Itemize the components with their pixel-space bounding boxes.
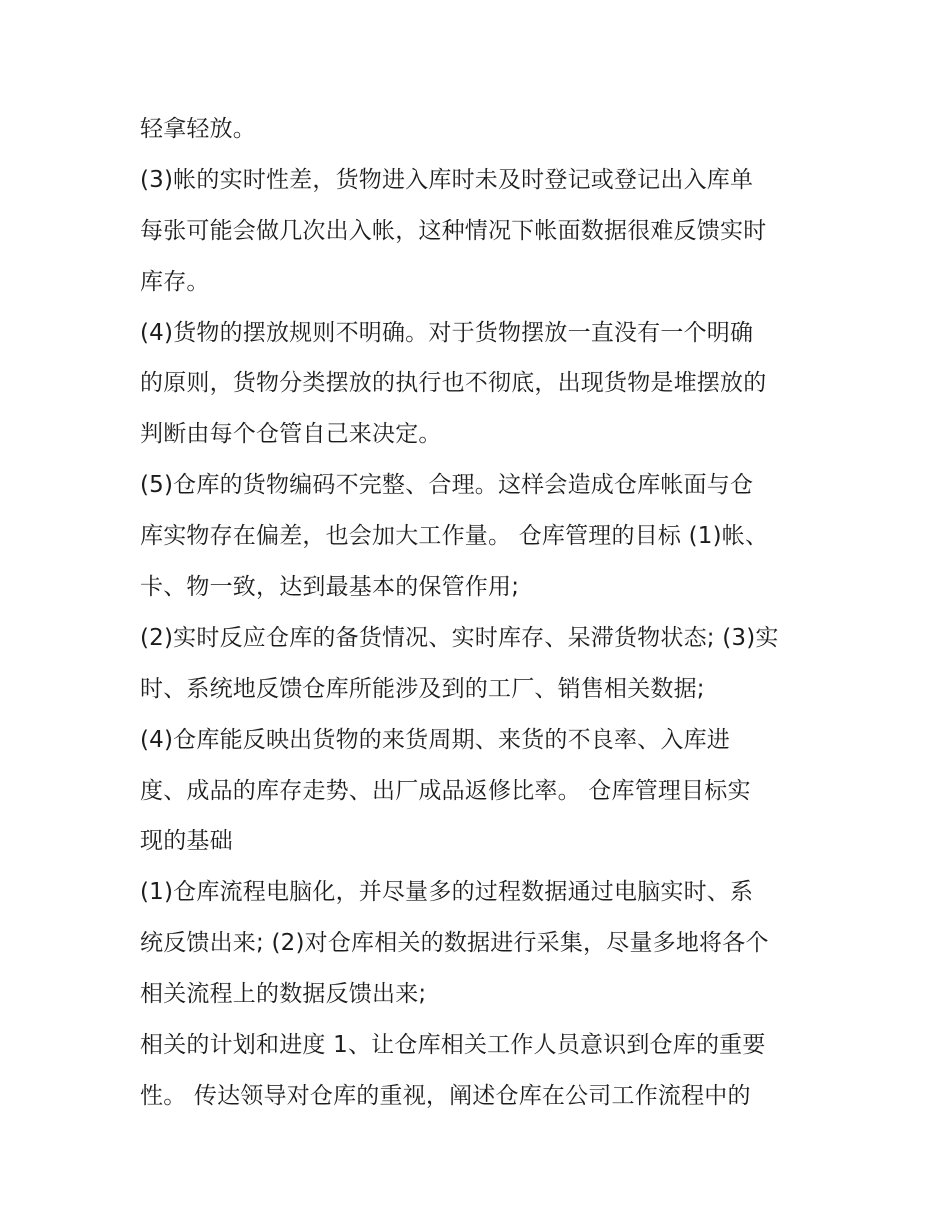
text-line: 性。 传达领导对仓库的重视，阐述仓库在公司工作流程中的 [140, 1082, 751, 1109]
text-line: 统反馈出来; (2)对仓库相关的数据进行采集，尽量多地将各个 [140, 930, 769, 957]
text-line: (4)货物的摆放规则不明确。对于货物摆放一直没有一个明确 [140, 319, 754, 346]
text-line: 的原则，货物分类摆放的执行也不彻底，出现货物是堆摆放的 [140, 370, 767, 397]
text-line: 库存。 [140, 268, 210, 295]
text-line: 轻拿轻放。 [140, 116, 256, 142]
text-line: (2)实时反应仓库的备货情况、实时库存、呆滞货物状态; (3)实 [140, 624, 779, 651]
text-line: 每张可能会做几次出入帐，这种情况下帐面数据很难反馈实时 [140, 217, 767, 244]
text-line: 库实物存在偏差，也会加大工作量。 仓库管理的目标 (1)帐、 [140, 523, 769, 550]
text-line: 判断由每个仓管自己来决定。 [140, 421, 442, 448]
text-line: 度、成品的库存走势、出厂成品返修比率。 仓库管理目标实 [140, 777, 751, 804]
text-line: 卡、物一致，达到最基本的保管作用; [140, 574, 520, 601]
text-line: 相关的计划和进度 1、让仓库相关工作人员意识到仓库的重要 [140, 1032, 766, 1059]
text-line: 时、系统地反馈仓库所能涉及到的工厂、销售相关数据; [140, 675, 705, 702]
text-line: (1)仓库流程电脑化，并尽量多的过程数据通过电脑实时、系 [140, 879, 754, 906]
text-line: 现的基础 [140, 828, 233, 855]
text-line: 相关流程上的数据反馈出来; [140, 981, 427, 1008]
text-line: (3)帐的实时性差，货物进入库时未及时登记或登记出入库单 [140, 166, 754, 193]
text-line: (5)仓库的货物编码不完整、合理。这样会造成仓库帐面与仓 [140, 472, 754, 499]
text-line: (4)仓库能反映出货物的来货周期、来货的不良率、入库进 [140, 726, 730, 753]
document-body [140, 104, 830, 1122]
